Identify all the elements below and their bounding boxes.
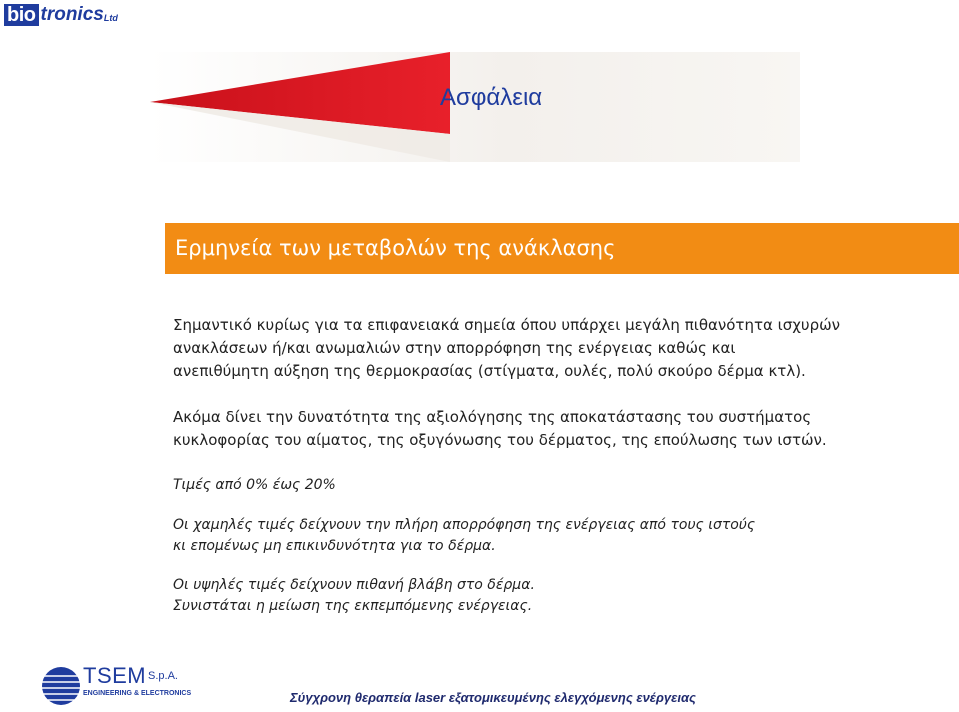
paragraph-1 bbox=[173, 314, 840, 383]
subtitle-bar bbox=[165, 223, 959, 274]
paragraph-4 bbox=[173, 515, 755, 557]
paragraph-3 bbox=[173, 475, 336, 496]
paragraph-line: Οι χαμηλές τιμές δείχνουν την πλήρη απορρόφηση της ενέργειας από τους ιστούς bbox=[173, 517, 756, 533]
tsem-name: TSEM bbox=[83, 663, 147, 688]
logo-tronics-text: tronics bbox=[40, 4, 104, 25]
tsem-subtitle: ENGINEERING & ELECTRONICS bbox=[83, 690, 192, 697]
tsem-logo bbox=[40, 660, 190, 710]
subtitle-text: Ερμηνεία των μεταβολών της ανάκλασης bbox=[175, 236, 616, 260]
footer-text: Σύγχρονη θεραπεία laser εξατομικευμένης ελεγχόμενης ενέργειας bbox=[290, 690, 696, 705]
page-title: Ασφάλεια bbox=[440, 84, 543, 111]
paragraph-line: Τιμές από 0% έως 20% bbox=[173, 477, 336, 493]
paragraph-line: Συνιστάται η μείωση της εκπεμπόμενης ενέργειας. bbox=[173, 598, 533, 614]
paragraph-line: κυκλοφορίας του αίματος, της οξυγόνωσης του δέρματος, της επούλωσης των ιστών. bbox=[173, 431, 827, 449]
paragraph-line: Σημαντικό κυρίως για τα επιφανειακά σημεία όπου υπάρχει μεγάλη πιθανότητα ισχυρών bbox=[173, 316, 841, 334]
paragraph-line: Οι υψηλές τιμές δείχνουν πιθανή βλάβη στο δέρμα. bbox=[173, 577, 535, 593]
logo-bio-text: bio bbox=[4, 4, 39, 26]
paragraph-line: Ακόμα δίνει την δυνατότητα της αξιολόγησης της αποκατάστασης του συστήματος bbox=[173, 408, 812, 426]
paragraph-5 bbox=[173, 575, 535, 617]
paragraph-line: κι επομένως μη επικινδυνότητα για το δέρμα. bbox=[173, 538, 496, 554]
paragraph-2 bbox=[173, 406, 827, 452]
paragraph-line: ανεπιθύμητη αύξηση της θερμοκρασίας (στίγματα, ουλές, πολύ σκούρο δέρμα κτλ). bbox=[173, 362, 806, 380]
tsem-spa: S.p.A. bbox=[148, 670, 178, 682]
paragraph-line: ανακλάσεων ή/και ανωμαλιών στην απορρόφηση της ενέργειας καθώς και bbox=[173, 339, 736, 357]
biotronics-logo bbox=[4, 4, 118, 26]
globe-icon bbox=[40, 660, 84, 710]
logo-ltd-text: Ltd bbox=[103, 13, 118, 23]
